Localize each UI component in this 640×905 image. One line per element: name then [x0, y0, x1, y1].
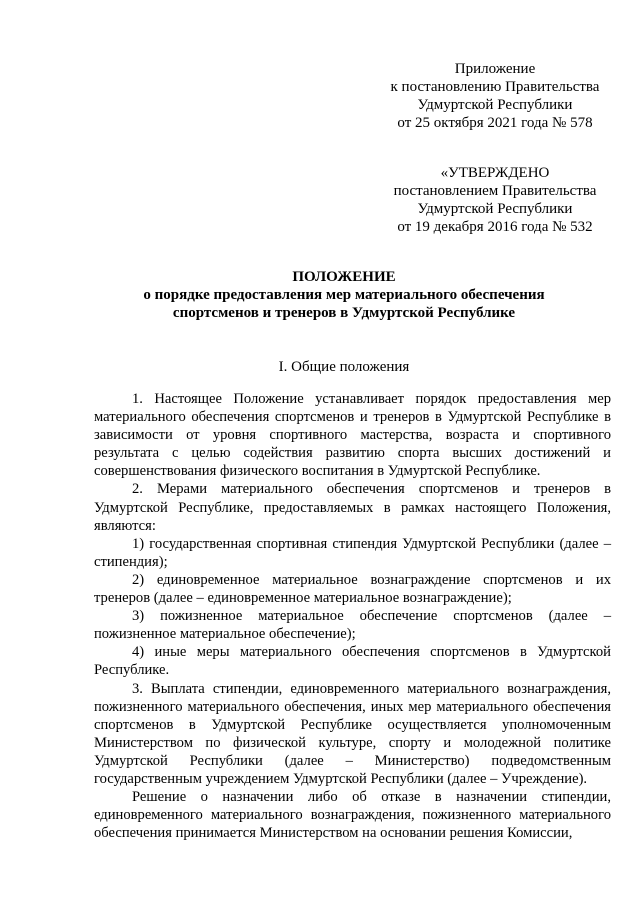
approved-line: «УТВЕРЖДЕНО: [440, 165, 550, 181]
approved-line: Удмуртской Республики: [417, 201, 573, 217]
title-line: о порядке предоставления мер материального обеспечения: [143, 287, 545, 303]
paragraph: 2) единовременное материальное вознаграждение спортсменов и их тренеров (далее – единовременное материальное вознаграждение);: [94, 571, 611, 607]
section-heading: I. Общие положения: [278, 359, 410, 375]
paragraph: 3) пожизненное материальное обеспечение спортсменов (далее – пожизненное материальное обеспечение);: [94, 608, 611, 643]
annex-line: Удмуртской Республики: [417, 97, 573, 113]
paragraph: 1. Настоящее Положение устанавливает порядок предоставления мер материального обеспечения спортсменов и тренеров в Удмуртской Республике в зависимости от уровня спортивного мастерства, возраста и спортивного результата с целью содействия развитию спорта высших достижений и совершенствования физического воспитания в Удмуртской Республике.: [94, 391, 611, 480]
paragraph: 1) государственная спортивная стипендия Удмуртской Республики (далее – стипендия);: [94, 535, 611, 570]
annex-line: Приложение: [454, 61, 536, 77]
annex-line: от 25 октября 2021 года № 578: [397, 115, 593, 131]
title-heading: ПОЛОЖЕНИЕ: [292, 269, 396, 285]
body-text: [94, 390, 611, 842]
paragraph: 2. Мерами материального обеспечения спортсменов и тренеров в Удмуртской Республике, предоставляемых в рамках настоящего Положения, являются:: [94, 481, 611, 534]
annex-line: к постановлению Правительства: [390, 79, 600, 95]
approved-line: от 19 декабря 2016 года № 532: [397, 219, 593, 235]
paragraph: Решение о назначении либо об отказе в назначении стипендии, единовременного материального вознаграждения, пожизненного материального обеспечения принимается Министерством на основании решения Комиссии,: [94, 789, 611, 842]
document-title: [80, 268, 608, 322]
approved-line: постановлением Правительства: [393, 183, 597, 199]
title-line: спортсменов и тренеров в Удмуртской Республике: [172, 305, 516, 321]
annex-block: [360, 60, 630, 132]
paragraph: 3. Выплата стипендии, единовременного материального вознаграждения, пожизненного материального обеспечения, иных мер материального обеспечения спортсменов в Удмуртской Республике осуществляется уполномоченным Министерством по физической культуре, спорту и молодежной политике Удмуртской Республики (далее – Министерство) подведомственным государственным учреждением Удмуртской Республики (далее – Учреждение).: [94, 680, 611, 787]
approved-block: [360, 164, 630, 236]
paragraph: 4) иные меры материального обеспечения спортсменов в Удмуртской Республике.: [94, 644, 611, 679]
